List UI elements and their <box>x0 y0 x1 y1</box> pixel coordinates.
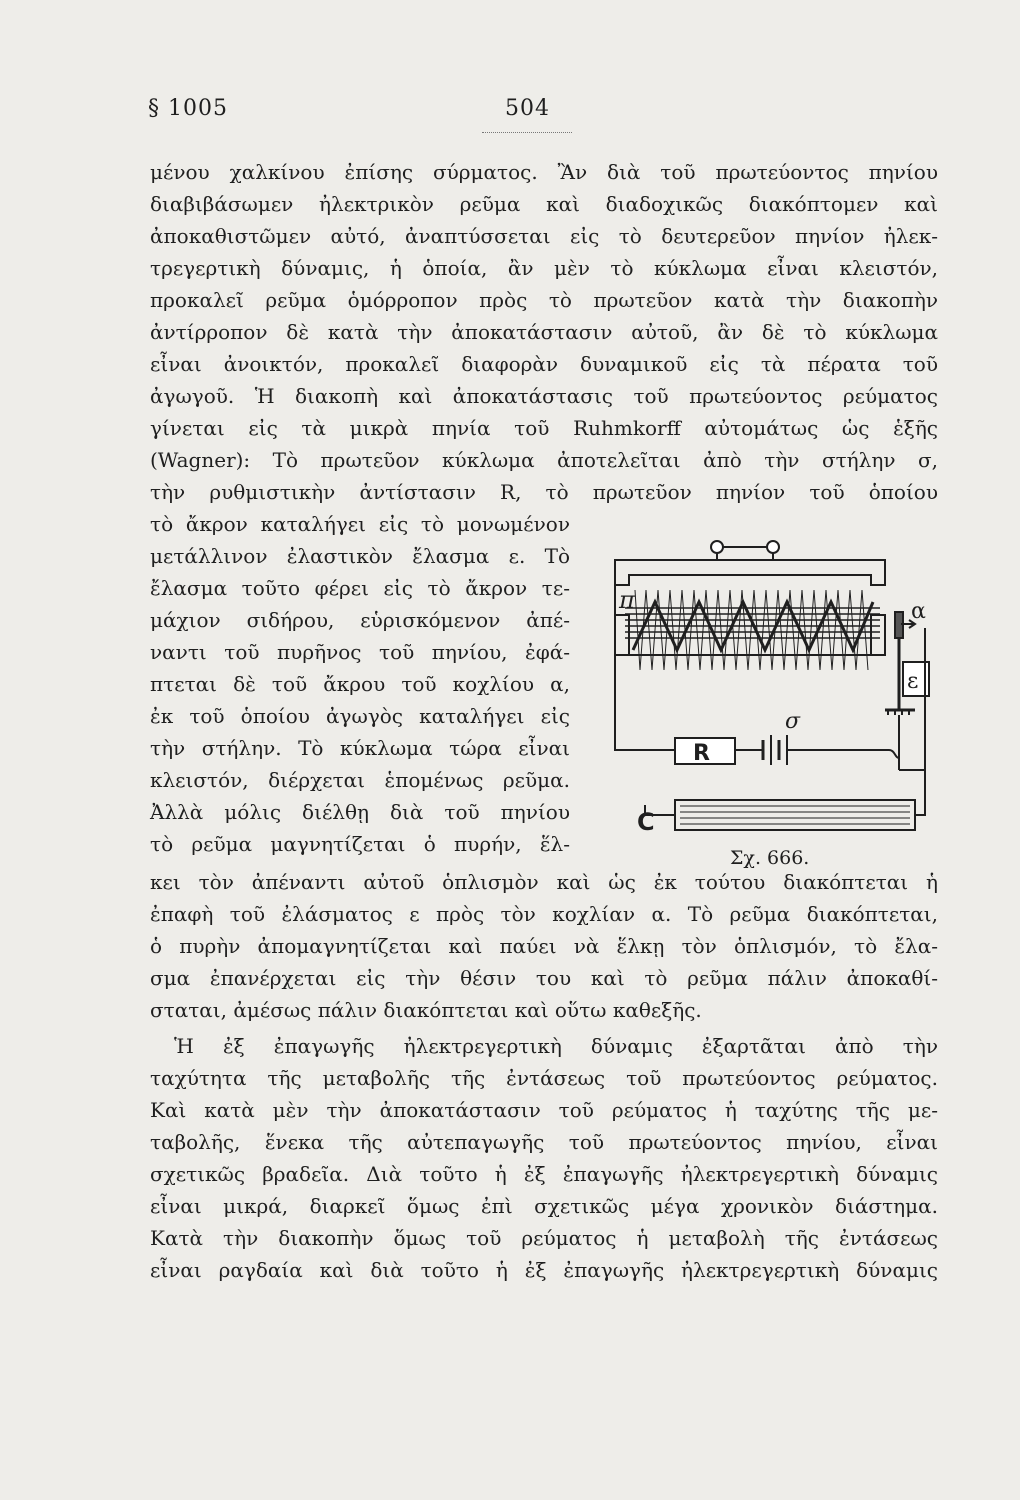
text-line: ὁ πυρὴν ἀπομαγνητίζεται καὶ παύει νὰ ἕλκῃ τὸν ὁπλισμόν, τὸ ἔλα- <box>150 934 938 958</box>
header-rule <box>482 132 572 133</box>
coil-frame-top <box>615 560 885 585</box>
text-line: τὴν στήλην. Τὸ κύκλωμα τώρα εἶναι <box>150 736 570 760</box>
text-line: διαβιβάσωμεν ἠλεκτρικὸν ρεῦμα καὶ διαδοχικῶς διακόπτομεν καὶ <box>150 192 938 216</box>
label-pi: π <box>619 586 635 614</box>
text-line: ναντι τοῦ πυρῆνος τοῦ πηνίου, ἐφά- <box>150 640 570 664</box>
text-line: εἶναι μικρά, διαρκεῖ ὅμως ἐπὶ σχετικῶς μέγα χρονικὸν διάστημα. <box>150 1194 938 1218</box>
secondary-winding <box>635 590 868 670</box>
text-line: μάχιον σιδήρου, εὑρισκόμενον ἀπέ- <box>150 608 570 632</box>
text-line: εἶναι ἀνοικτόν, προκαλεῖ διαφορὰν δυναμικοῦ εἰς τὰ πέρατα τοῦ <box>150 352 938 376</box>
figure-caption: Σχ. 666. <box>730 847 810 869</box>
label-alpha: α <box>911 599 926 624</box>
text-line: εἶναι ραγδαία καὶ διὰ τοῦτο ἡ ἐξ ἐπαγωγῆς ἠλεκτρεγερτικὴ δύναμις <box>150 1258 938 1282</box>
text-line: κλειστόν, διέρχεται ἑπομένως ρεῦμα. <box>150 768 570 792</box>
secondary-terminals <box>711 541 779 560</box>
label-C: C <box>637 808 655 836</box>
text-line: σμα ἐπανέρχεται εἰς τὴν θέσιν του καὶ τὸ ρεῦμα πάλιν ἀποκαθί- <box>150 966 938 990</box>
text-line: ἔλασμα τοῦτο φέρει εἰς τὸ ἄκρον τε- <box>150 576 570 600</box>
text-line: γίνεται εἰς τὰ μικρὰ πηνία τοῦ Ruhmkorff αὐτομάτως ὡς ἑξῆς <box>150 416 938 440</box>
text-line: μένου χαλκίνου ἐπίσης σύρματος. Ἂν διὰ τοῦ πρωτεύοντος πηνίου <box>150 160 938 184</box>
label-sigma: σ <box>785 709 801 734</box>
text-line: (Wagner): Τὸ πρωτεῦον κύκλωμα ἀποτελεῖται ἀπὸ τὴν στήλην σ, <box>150 448 938 472</box>
text-line: Καὶ κατὰ μὲν τὴν ἀποκατάστασιν τοῦ ρεύματος ἡ ταχύτης τῆς με- <box>150 1098 938 1122</box>
wire-right <box>899 628 925 770</box>
text-line: Ἀλλὰ μόλις διέλθῃ διὰ τοῦ πηνίου <box>150 800 570 824</box>
section-number: § 1005 <box>148 96 228 121</box>
text-line: προκαλεῖ ρεῦμα ὁμόρροπον πρὸς τὸ πρωτεῦον κατὰ τὴν διακοπὴν <box>150 288 938 312</box>
text-line: Κατὰ τὴν διακοπὴν ὅμως τοῦ ρεύματος ἡ μεταβολὴ τῆς ἐντάσεως <box>150 1226 938 1250</box>
condenser-C <box>645 770 925 830</box>
text-line: ἀποκαθιστῶμεν αὐτό, ἀναπτύσσεται εἰς τὸ δευτερεῦον πηνίον ἠλεκ- <box>150 224 938 248</box>
text-line: ἀντίρροπον δὲ κατὰ τὴν ἀποκατάστασιν αὐτοῦ, ἂν δὲ τὸ κύκλωμα <box>150 320 938 344</box>
text-line: ἐκ τοῦ ὁποίου ἀγωγὸς καταλήγει εἰς <box>150 704 570 728</box>
text-line: Ἡ ἐξ ἐπαγωγῆς ἠλεκτρεγερτικὴ δύναμις ἐξαρτᾶται ἀπὸ τὴν <box>174 1034 938 1058</box>
text-line: ἀγωγοῦ. Ἡ διακοπὴ καὶ ἀποκατάστασις τοῦ πρωτεύοντος ρεύματος <box>150 384 938 408</box>
text-line: σταται, ἀμέσως πάλιν διακόπτεται καὶ οὕτω καθεξῆς. <box>150 998 702 1022</box>
induction-coil-figure <box>605 530 945 850</box>
text-line: ταχύτητα τῆς μεταβολῆς τῆς ἐντάσεως τοῦ πρωτεύοντος ρεύματος. <box>150 1066 938 1090</box>
text-line: πτεται δὲ τοῦ ἄκρου τοῦ κοχλίου α, <box>150 672 570 696</box>
battery-sigma <box>763 735 787 765</box>
text-line: τὴν ρυθμιστικὴν ἀντίστασιν R, τὸ πρωτεῦον πηνίον τοῦ ὁποίου <box>150 480 938 504</box>
text-line: ταβολῆς, ἕνεκα τῆς αὐτεπαγωγῆς τοῦ πρωτεύοντος πηνίου, εἶναι <box>150 1130 938 1154</box>
text-line: τρεγερτικὴ δύναμις, ἡ ὁποία, ἂν μὲν τὸ κύκλωμα εἶναι κλειστόν, <box>150 256 938 280</box>
text-line: τὸ ἄκρον καταλήγει εἰς τὸ μονωμένον <box>150 512 570 536</box>
text-line: σχετικῶς βραδεῖα. Διὰ τοῦτο ἡ ἐξ ἐπαγωγῆς ἠλεκτρεγερτικὴ δύναμις <box>150 1162 938 1186</box>
text-line: τὸ ρεῦμα μαγνητίζεται ὁ πυρήν, ἕλ- <box>150 832 570 856</box>
label-R: R <box>693 741 710 766</box>
wire-left <box>615 655 675 750</box>
text-line: κει τὸν ἀπέναντι αὐτοῦ ὁπλισμὸν καὶ ὡς ἐκ τούτου διακόπτεται ἡ <box>150 870 938 894</box>
page-number: 504 <box>505 96 550 121</box>
label-epsilon: ε <box>907 669 919 694</box>
text-line: μετάλλινον ἐλαστικὸν ἔλασμα ε. Τὸ <box>150 544 570 568</box>
text-line: ἐπαφὴ τοῦ ἐλάσματος ε πρὸς τὸν κοχλίαν α. Τὸ ρεῦμα διακόπτεται, <box>150 902 938 926</box>
